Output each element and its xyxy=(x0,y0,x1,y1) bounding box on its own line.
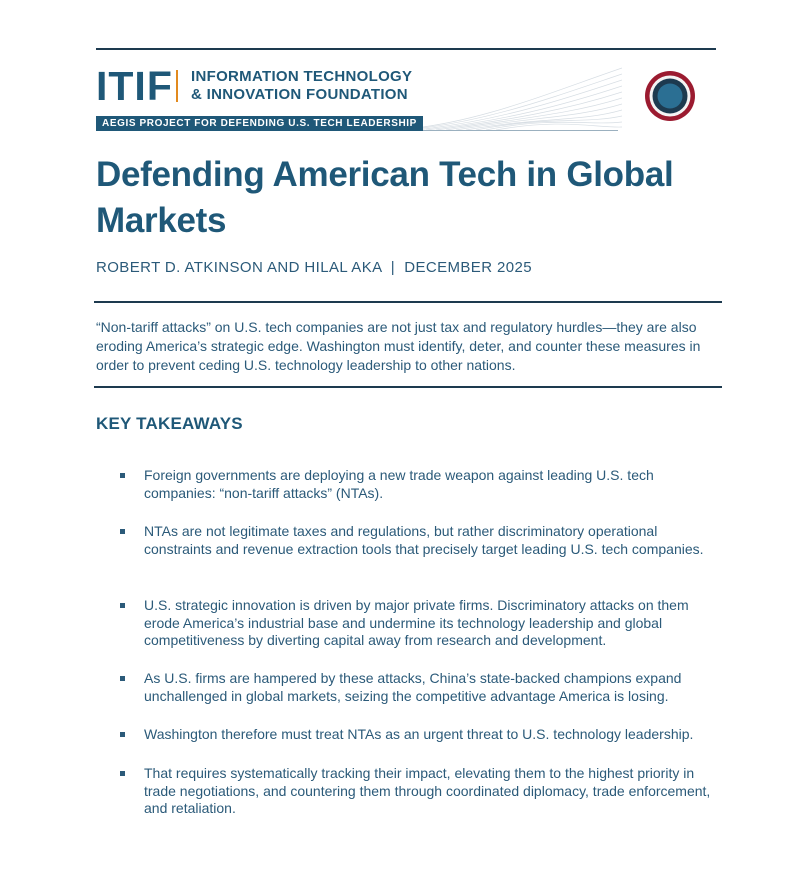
decorative-swoosh xyxy=(396,64,622,134)
itif-logo-text: ITIF xyxy=(96,63,173,109)
square-bullet-icon xyxy=(120,732,125,737)
takeaway-text: That requires systematically tracking their impact, elevating them to the highest priority in trade negotiations, and countering them through coordinated diplomacy, trade enforcement, and retaliation. xyxy=(144,765,711,816)
summary-bottom-rule xyxy=(94,386,722,388)
square-bullet-icon xyxy=(120,473,125,478)
summary-top-rule xyxy=(94,301,722,303)
takeaway-text: Washington therefore must treat NTAs as an urgent threat to U.S. technology leadership. xyxy=(144,726,694,742)
report-summary: “Non-tariff attacks” on U.S. tech companies are not just tax and regulatory hurdles—they are also eroding America’s strategic edge. Washington must identify, deter, and counter these measures in order to prevent ceding U.S. technology leadership to other nations. xyxy=(96,319,701,373)
takeaway-text: U.S. strategic innovation is driven by major private firms. Discriminatory attacks on them erode America’s industrial base and undermine its technology leadership and global competitiveness by diverting capital away from research and development. xyxy=(144,597,689,648)
organization-name-line-2: & INNOVATION FOUNDATION xyxy=(191,86,408,103)
square-bullet-icon xyxy=(120,771,125,776)
organization-name-line-1: INFORMATION TECHNOLOGY xyxy=(191,68,413,85)
takeaway-text: Foreign governments are deploying a new trade weapon against leading U.S. tech companies: “non-tariff attacks” (NTAs). xyxy=(144,467,654,501)
project-banner: AEGIS PROJECT FOR DEFENDING U.S. TECH LEADERSHIP xyxy=(96,116,423,131)
logo-divider xyxy=(176,70,178,102)
square-bullet-icon xyxy=(120,529,125,534)
project-seal-icon xyxy=(644,70,696,122)
report-byline: ROBERT D. ATKINSON AND HILAL AKA | DECEMBER 2025 xyxy=(96,259,532,276)
square-bullet-icon xyxy=(120,676,125,681)
square-bullet-icon xyxy=(120,603,125,608)
key-takeaways-heading: KEY TAKEAWAYS xyxy=(96,414,243,433)
report-title: Defending American Tech in Global Markets xyxy=(96,155,674,240)
report-header xyxy=(96,64,716,134)
top-rule xyxy=(96,48,716,50)
takeaway-text: As U.S. firms are hampered by these attacks, China’s state-backed champions expand unchallenged in global markets, seizing the competitive advantage America is losing. xyxy=(144,670,682,704)
takeaway-text: NTAs are not legitimate taxes and regulations, but rather discriminatory operational constraints and revenue extraction tools that precisely target leading U.S. tech companies. xyxy=(144,523,704,557)
organization-name xyxy=(191,68,412,104)
